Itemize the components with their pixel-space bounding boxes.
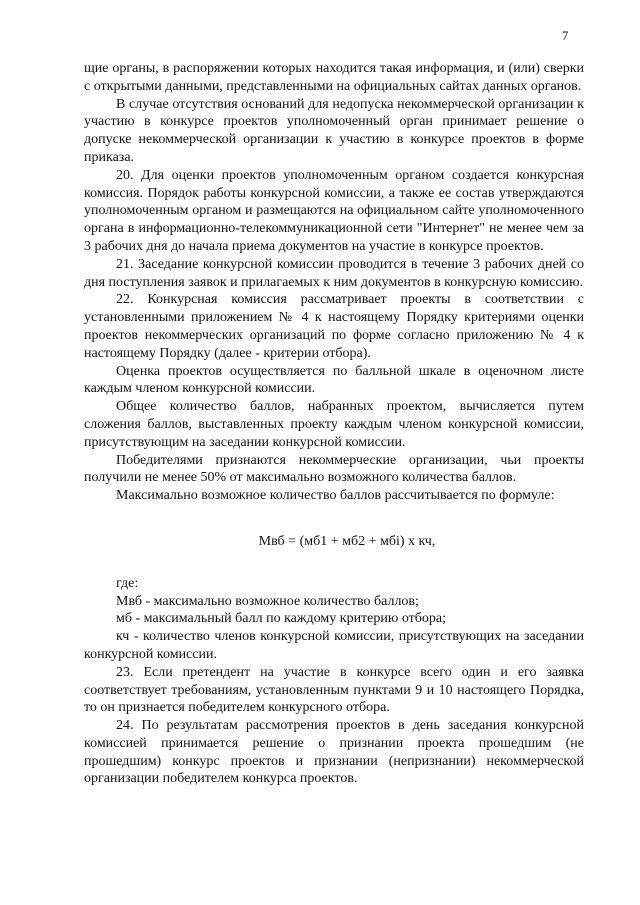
paragraph-item-20: 20. Для оценки проектов уполномоченным органом создается конкурсная комиссия. Порядок работы конкурсной комиссии, а также ее состав утверждаются уполномоченным органом и размещаются на официальном сайте уполномоченного органа в информационно-телекоммуникационной сети "Интернет" не менее чем за 3 рабочих дня до начала приема документов на участие в конкурсе проектов.	[84, 167, 584, 254]
definition-item: мб - максимальный балл по каждому критерию отбора;	[116, 611, 446, 627]
paragraph-winners: Победителями признаются некоммерческие организации, чьи проекты получили не менее 50% от максимально возможного количества баллов.	[84, 452, 584, 486]
paragraph-item-23: 23. Если претендент на участие в конкурсе всего один и его заявка соответствует требованиям, установленным пунктами 9 и 10 настоящего Порядка, то он признается победителем конкурсного отбора.	[84, 664, 584, 716]
definition-item: кч - количество членов конкурсной комиссии, присутствующих на заседании конкурсной комиссии.	[84, 629, 584, 662]
definition-item: Мвб - максимально возможное количество баллов;	[116, 593, 419, 609]
document-body	[84, 60, 584, 788]
score-formula: Мвб = (мб1 + мб2 + мбi) х кч,	[258, 533, 436, 549]
definitions-intro: где:	[116, 575, 139, 591]
paragraph-formula-intro: Максимально возможное количество баллов рассчитывается по формуле:	[116, 488, 555, 504]
paragraph-continuation: щие органы, в распоряжении которых находится такая информация, и (или) сверки с открытыми данными, представленными на официальных сайтах данных органов.	[84, 61, 584, 94]
paragraph-scoring-scale: Оценка проектов осуществляется по балльной шкале в оценочном листе каждым членом конкурсной комиссии.	[84, 363, 584, 397]
paragraph-item-21: 21. Заседание конкурсной комиссии проводится в течение 3 рабочих дней со дня поступления заявок и прилагаемых к ним документов в конкурсную комиссию.	[84, 256, 584, 290]
paragraph-total-score: Общее количество баллов, набранных проектом, вычисляется путем сложения баллов, выставленных проекту каждым членом конкурсной комиссии, присутствующим на заседании конкурсной комиссии.	[84, 399, 584, 450]
paragraph-item-22: 22. Конкурсная комиссия рассматривает проекты в соответствии с установленными приложением № 4 к настоящему Порядку критериями оценки проектов некоммерческих организаций по форме согласно приложению № 4 к настоящему Порядку (далее - критерии отбора).	[84, 292, 584, 361]
page-number: 7	[562, 29, 569, 43]
paragraph-item-24: 24. По результатам рассмотрения проектов в день заседания конкурсной комиссией принимается решение о признании проекта прошедшим (не прошедшим) конкурс проектов и признании (непризнании) некоммерческой организации победителем конкурса проектов.	[84, 718, 584, 787]
paragraph-admission-decision: В случае отсутствия оснований для недопуска некоммерческой организации к участию в конкурсе проектов уполномоченный орган принимает решение о допуске некоммерческой организации к участию в конкурсе проектов в форме приказа.	[84, 96, 584, 165]
